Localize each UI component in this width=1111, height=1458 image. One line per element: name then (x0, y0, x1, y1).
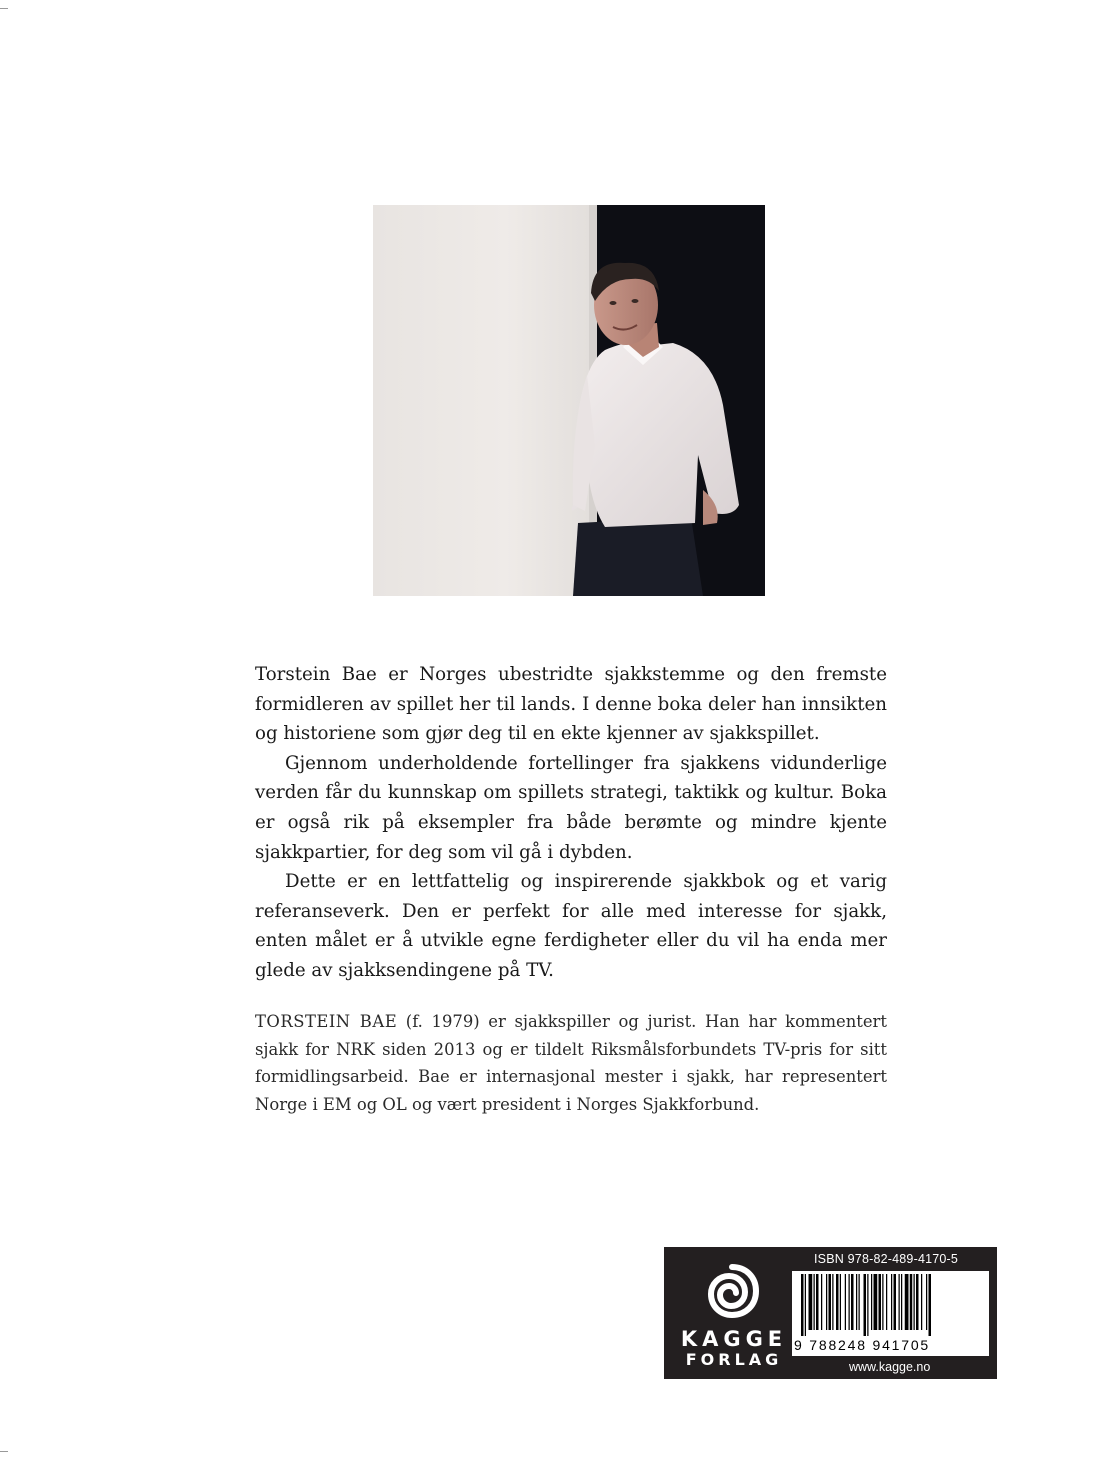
publisher-name-line-1: KAGGE (680, 1327, 788, 1351)
book-description (255, 660, 887, 986)
barcode-bar (901, 1274, 902, 1330)
barcode-bar (926, 1274, 927, 1330)
barcode-bar (845, 1274, 846, 1330)
barcode-bar (826, 1274, 827, 1330)
barcode-bar (879, 1274, 882, 1330)
barcode-bar (851, 1274, 854, 1330)
barcode-bar (867, 1274, 868, 1336)
publisher-website: www.kagge.no (849, 1360, 931, 1374)
crop-mark-top (0, 8, 8, 9)
barcode-bar (801, 1274, 804, 1336)
description-paragraph-3: Dette er en lettfattelig og inspirerende sjakkbok og et varig referanseverk. Den er perfekt for alle med interesse for sjakk, enten målet er å utvikle egne ferdigheter eller du vil ha enda mer glede av sjakksendingene på TV. (255, 871, 887, 981)
barcode-bar (821, 1274, 822, 1330)
author-bio-text: (f. 1979) er sjakkspiller og jurist. Han har kommentert sjakk for NRK siden 2013 og er tildelt Riksmålsforbundets TV-pris for sitt formidlingsarbeid. Bae er internasjonal mester i sjakk, har representert Norge i EM og OL og vært president i Norges Sjakkforbund. (255, 1012, 887, 1114)
barcode-digits: 9 788248 941705 (794, 1337, 930, 1353)
barcode-bar (809, 1274, 813, 1330)
author-bio (255, 1008, 887, 1118)
barcode-bar (921, 1274, 922, 1330)
barcode-bar (829, 1274, 832, 1330)
barcode-bar (894, 1274, 897, 1330)
barcode-bar (929, 1274, 932, 1336)
barcode-bar (899, 1274, 900, 1330)
barcode-bar (914, 1274, 915, 1330)
barcode-bar (886, 1274, 887, 1330)
barcode-bar (871, 1274, 872, 1330)
spiral-icon (700, 1259, 764, 1327)
author-photo (373, 205, 765, 596)
crop-mark-bottom (0, 1451, 8, 1452)
barcode-bar (814, 1274, 815, 1330)
barcode-bar (805, 1274, 806, 1336)
publisher-name-line-2: FORLAG (685, 1350, 783, 1369)
barcode-bar (905, 1274, 909, 1330)
barcode-bar (840, 1274, 841, 1330)
barcode-bar (874, 1274, 878, 1330)
barcode-bar (816, 1274, 819, 1330)
barcode-bar (916, 1274, 919, 1330)
barcode-bar (836, 1274, 839, 1330)
publisher-block (664, 1247, 997, 1379)
barcode-bar (849, 1274, 850, 1330)
barcode-bar (864, 1274, 867, 1336)
description-paragraph-2: Gjennom underholdende fortellinger fra sjakkens vidunderlige verden får du kunnskap om spillets strategi, taktikk og kultur. Boka er også rik på eksempler fra både berømte og mindre kjente sjakkpartier, for deg som vil gå i dybden. (255, 752, 887, 863)
barcode-bar (910, 1274, 913, 1330)
isbn-number: ISBN 978-82-489-4170-5 (814, 1252, 959, 1266)
barcode-bar (882, 1274, 883, 1330)
barcode-bar (891, 1274, 892, 1330)
barcode-bar (859, 1274, 860, 1330)
barcode (792, 1271, 989, 1356)
barcode-bar (832, 1274, 833, 1330)
author-name: TORSTEIN BAE (255, 1012, 398, 1031)
description-paragraph-1: Torstein Bae er Norges ubestridte sjakkstemme og den fremste formidleren av spillet her til lands. I denne boka deler han innsikten og historiene som gjør deg til en ekte kjenner av sjakkspillet. (255, 664, 887, 745)
barcode-bar (856, 1274, 857, 1330)
